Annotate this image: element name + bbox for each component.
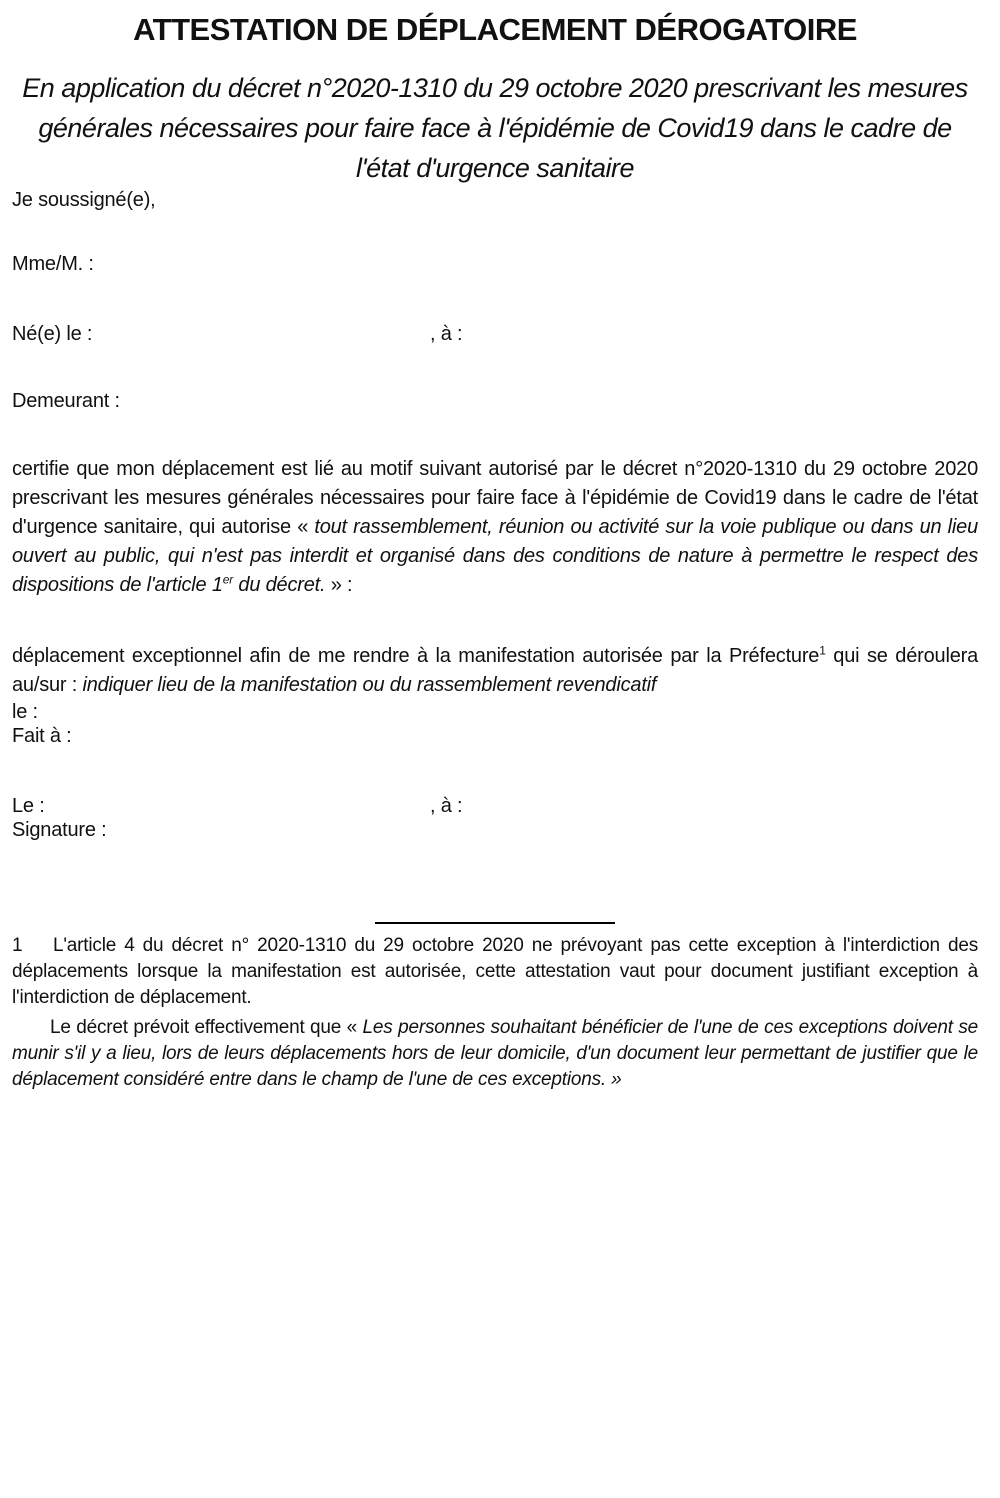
- address-label: Demeurant :: [12, 390, 120, 412]
- place-made-label: Fait à :: [12, 725, 72, 747]
- motive-italic-hint: indiquer lieu de la manifestation ou du rassemblement revendicatif: [82, 674, 657, 696]
- field-address-row: [12, 389, 978, 413]
- motive-paragraph: [12, 642, 978, 700]
- footnote-1: [12, 933, 978, 1011]
- footnote-ref: 1: [819, 643, 826, 658]
- footnote-1-continued: [12, 1015, 978, 1093]
- birthplace-label: , à :: [430, 323, 463, 345]
- document-subtitle: En application du décret n°2020-1310 du 29 octobre 2020 prescrivant les mesures générales nécessaires pour faire face à l'épidémie de Covid19 dans le cadre de l'état d'urgence sanitaire: [22, 73, 968, 183]
- certify-italic-end: du décret.: [233, 574, 326, 596]
- sign-date-place-label: , à :: [430, 795, 463, 817]
- certify-paragraph: [12, 455, 978, 600]
- footnote-divider: [375, 922, 615, 924]
- footnote-2-italic-quote: Les personnes souhaitant bénéficier de l'une de ces exceptions doivent se munir s'il y a lieu, lors de leurs déplacements hors de leur domicile, d'un document leur permettant de justifier que le déplacement considéré entre dans le champ de l'une de ces exceptions. »: [12, 1017, 979, 1090]
- motive-roman-1: déplacement exceptionnel afin de me rendre à la manifestation autorisée par la Préfecture: [12, 645, 820, 667]
- footnote-1-text: L'article 4 du décret n° 2020-1310 du 29 octobre 2020 ne prévoyant pas cette exception à l'interdiction des déplacements lorsque la manifestation est autorisée, cette attestation vaut pour document justifiant exception à l'interdiction de déplacement.: [12, 935, 978, 1008]
- signature-label: Signature :: [12, 819, 107, 841]
- certify-roman-2: » :: [325, 574, 353, 596]
- event-date-label: le :: [12, 701, 38, 723]
- sign-date-label: Le :: [12, 795, 45, 817]
- footnote-marker: 1: [12, 935, 23, 956]
- intro-line: Je soussigné(e),: [12, 189, 156, 211]
- birthdate-label: Né(e) le :: [12, 323, 93, 345]
- ordinal-superscript: er: [222, 572, 234, 587]
- field-name-row: [12, 252, 978, 276]
- certify-italic-quote: tout rassemblement, réunion ou activité sur la voie publique ou dans un lieu ouvert au public, qui n'est pas interdit et organisé dans des conditions de nature à permettre le respect des dispositions de l'article 1: [12, 516, 978, 596]
- sign-date-row: [12, 794, 978, 818]
- document-title: ATTESTATION DE DÉPLACEMENT DÉROGATOIRE: [133, 12, 857, 47]
- motive-roman-2: qui se déroulera au/sur :: [12, 645, 978, 696]
- certify-roman-1: certifie que mon déplacement est lié au motif suivant autorisé par le décret n°2020-1310 du 29 octobre 2020 prescrivant les mesures générales nécessaires pour faire face à l'épidémie de Covid19 dans le cadre de l'état d'urgence sanitaire, qui autorise «: [12, 458, 978, 538]
- footnote-2-roman: Le décret prévoit effectivement que «: [50, 1017, 363, 1038]
- name-label: Mme/M. :: [12, 253, 94, 275]
- field-birth-row: [12, 322, 978, 346]
